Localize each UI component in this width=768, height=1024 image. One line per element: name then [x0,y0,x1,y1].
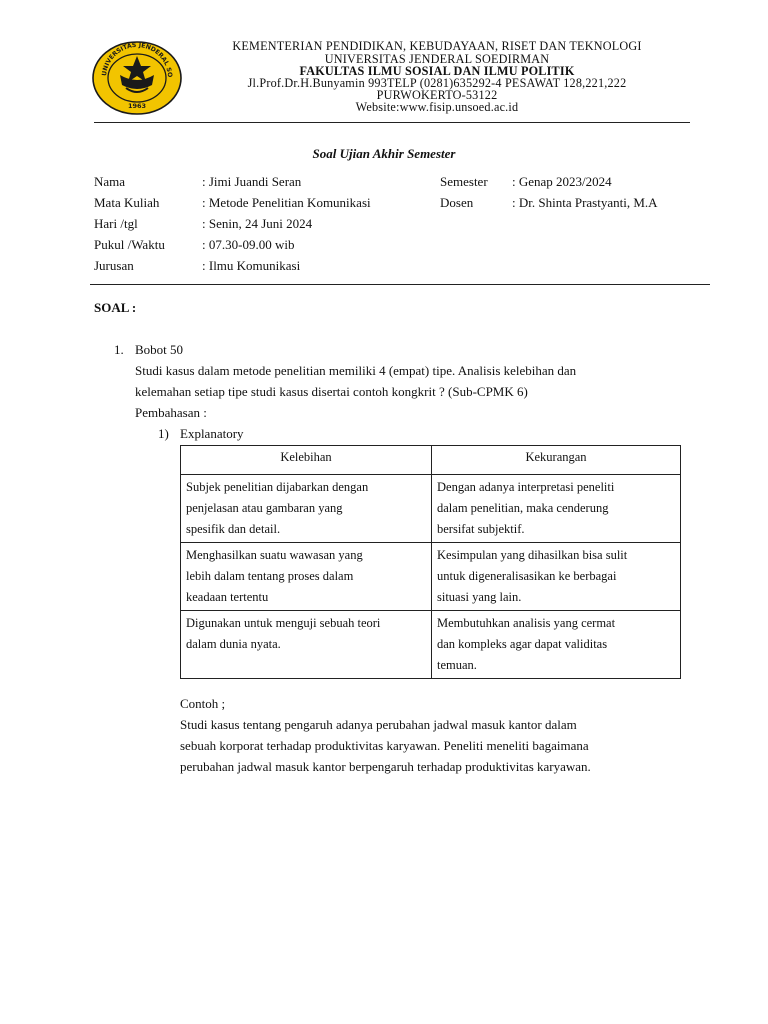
faculty-website: Website:www.fisip.unsoed.ac.id [355,100,519,114]
table-row [181,475,681,543]
info-label-hari-tgl: Hari /tgl [94,216,138,231]
cell-line: Dengan adanya interpretasi peneliti [437,480,615,494]
question-weight: Bobot 50 [135,342,184,357]
cell-line: lebih dalam tentang proses dalam [186,569,354,583]
explanatory-table [180,445,681,679]
cell-line: Menghasilkan suatu wawasan yang [186,548,363,562]
info-label-dosen: Dosen [440,195,474,210]
table-row [181,543,681,611]
cell-line: Subjek penelitian dijabarkan dengan [186,480,369,494]
info-divider-right [240,284,710,285]
info-value-semester: : Genap 2023/2024 [512,174,612,189]
svg-text:1963: 1963 [127,102,147,110]
cell-line: dalam penelitian, maka cenderung [437,501,609,515]
question-number: 1. [114,342,124,357]
cell-line: bersifat subjektif. [437,522,525,536]
table-cell-kekurangan [432,611,681,679]
contoh-label: Contoh ; [180,696,226,711]
cell-line: spesifik dan detail. [186,522,281,536]
table-cell-kekurangan [432,475,681,543]
header-kelebihan: Kelebihan [181,446,432,475]
info-value-pukul-waktu: : 07.30-09.00 wib [202,237,295,252]
info-divider-left [90,284,240,285]
info-label-jurusan: Jurusan [94,258,134,273]
header-kekurangan: Kekurangan [432,446,681,475]
cell-line: keadaan tertentu [186,590,269,604]
contoh-text-line-1: Studi kasus tentang pengaruh adanya perubahan jadwal masuk kantor dalam [180,717,577,732]
info-label-pukul-waktu: Pukul /Waktu [94,237,165,252]
table-cell-kelebihan [181,611,432,679]
city-postcode: PURWOKERTO-53122 [376,88,498,102]
letterhead-divider [94,122,690,123]
info-value-jurusan: : Ilmu Komunikasi [202,258,301,273]
subsection-title: Explanatory [180,426,244,441]
info-value-hari-tgl: : Senin, 24 Juni 2024 [202,216,313,231]
table-row [181,611,681,679]
subsection-number: 1) [158,426,169,441]
table-header-row [181,446,681,475]
info-value-nama: : Jimi Juandi Seran [202,174,302,189]
cell-line: untuk digeneralisasikan ke berbagai [437,569,617,583]
faculty-name: FAKULTAS ILMU SOSIAL DAN ILMU POLITIK [299,64,575,78]
exam-title: Soal Ujian Akhir Semester [312,146,456,161]
svg-text:UNIVERSITAS JENDERAL SOEDIRMAN: UNIVERSITAS JENDERAL SO [101,41,174,78]
contoh-text-line-2: sebuah korporat terhadap produktivitas karyawan. Peneliti meneliti bagaimana [180,738,589,753]
table-cell-kelebihan [181,475,432,543]
contoh-text-line-3: perubahan jadwal masuk kantor berpengaruh terhadap produktivitas karyawan. [180,759,591,774]
ministry-name: KEMENTERIAN PENDIDIKAN, KEBUDAYAAN, RISET DAN TEKNOLOGI [232,39,642,53]
question-text-line-1: Studi kasus dalam metode penelitian memiliki 4 (empat) tipe. Analisis kelebihan dan [135,363,577,378]
cell-line: situasi yang lain. [437,590,522,604]
pembahasan-label: Pembahasan : [135,405,207,420]
cell-line: temuan. [437,658,477,672]
cell-line: Kesimpulan yang dihasilkan bisa sulit [437,548,628,562]
cell-line: Membutuhkan analisis yang cermat [437,616,616,630]
soal-heading: SOAL : [94,300,137,315]
university-name: UNIVERSITAS JENDERAL SOEDIRMAN [324,52,550,66]
table-cell-kekurangan [432,543,681,611]
cell-line: dalam dunia nyata. [186,637,281,651]
info-value-mata-kuliah: : Metode Penelitian Komunikasi [202,195,371,210]
table-cell-kelebihan [181,543,432,611]
info-label-mata-kuliah: Mata Kuliah [94,195,160,210]
cell-line: dan kompleks agar dapat validitas [437,637,608,651]
cell-line: Digunakan untuk menguji sebuah teori [186,616,381,630]
info-label-semester: Semester [440,174,488,189]
info-label-nama: Nama [94,174,126,189]
cell-line: penjelasan atau gambaran yang [186,501,343,515]
info-value-dosen: : Dr. Shinta Prastyanti, M.A [512,195,658,210]
question-text-line-2: kelemahan setiap tipe studi kasus disertai contoh kongkrit ? (Sub-CPMK 6) [135,384,528,399]
faculty-address: Jl.Prof.Dr.H.Bunyamin 993TELP (0281)635292-4 PESAWAT 128,221,222 [247,76,627,90]
